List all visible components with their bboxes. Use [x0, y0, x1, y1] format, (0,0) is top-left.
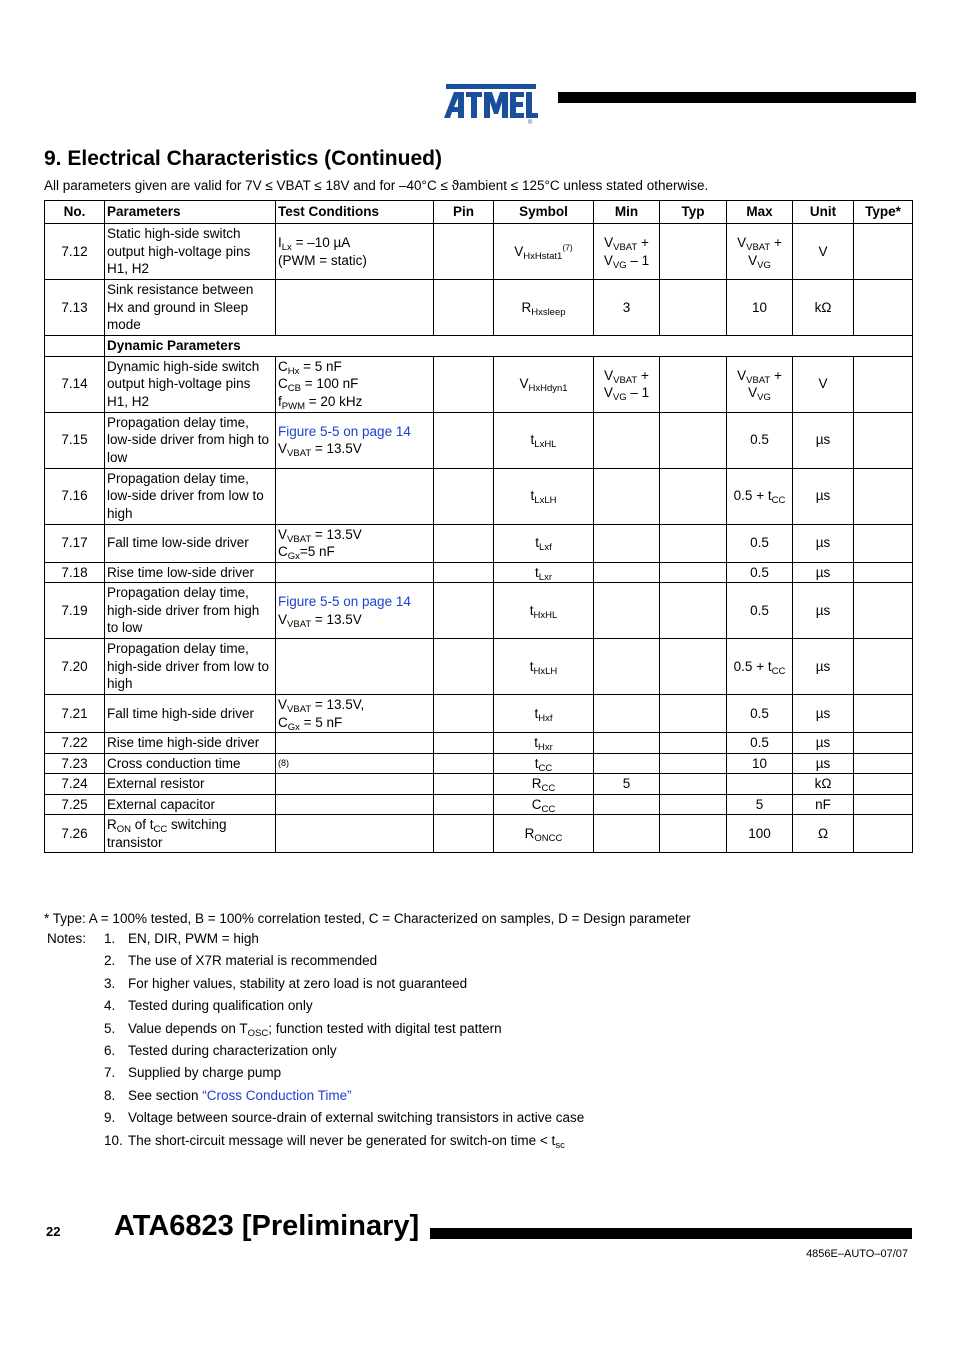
figure-link[interactable]: Figure 5-5 on page 14	[278, 594, 411, 609]
symbol: $t_{Lxf}$	[494, 524, 594, 562]
note-item: 8. See section “Cross Conduction Time”	[104, 1087, 352, 1103]
typ	[660, 356, 727, 412]
row-number: 7.16	[45, 468, 105, 524]
symbol: $t_{Lxr}$	[494, 562, 594, 583]
table-row	[45, 774, 913, 795]
test-conditions	[276, 794, 434, 815]
min	[594, 468, 660, 524]
type	[854, 356, 913, 412]
document-code: 4856E–AUTO–07/07	[806, 1248, 908, 1260]
symbol: $R_{ONCC}$	[494, 815, 594, 853]
pin	[434, 733, 494, 754]
test-conditions	[276, 774, 434, 795]
row-number: 7.19	[45, 583, 105, 639]
col-header: Max	[727, 201, 793, 224]
max: 0.5	[727, 412, 793, 468]
note-item: 1. EN, DIR, PWM = high	[104, 931, 259, 946]
test-conditions	[276, 280, 434, 336]
test-conditions: $V_{VBAT} = 13.5V$ $C_{Gx}=5$ nF	[276, 524, 434, 562]
test-conditions	[276, 562, 434, 583]
typ	[660, 583, 727, 639]
typ	[660, 412, 727, 468]
table-row	[45, 562, 913, 583]
unit: µs	[793, 753, 854, 774]
unit: µs	[793, 733, 854, 754]
min	[594, 562, 660, 583]
table-row	[45, 695, 913, 733]
parameter: Fall time low-side driver	[105, 524, 276, 562]
col-header: Min	[594, 201, 660, 224]
figure-link[interactable]: Figure 5-5 on page 14	[278, 423, 411, 439]
dynamic-parameters-heading: Dynamic Parameters	[105, 336, 913, 357]
row-number: 7.23	[45, 753, 105, 774]
symbol: $C_{CC}$	[494, 794, 594, 815]
type-footnote: * Type: A = 100% tested, B = 100% correlation tested, C = Characterized on samples, D = Design parameter	[44, 911, 691, 926]
section-title: 9. Electrical Characteristics (Continued)	[44, 147, 442, 170]
test-conditions	[276, 815, 434, 853]
typ	[660, 524, 727, 562]
symbol: $t_{Hxr}$	[494, 733, 594, 754]
pin	[434, 639, 494, 695]
max	[727, 774, 793, 795]
registered-mark: ®	[528, 120, 533, 124]
page-number: 22	[46, 1224, 61, 1239]
unit: µs	[793, 639, 854, 695]
note-item: 10. The short-circuit message will never be generated for switch-on time < $t_{sc}$	[104, 1132, 565, 1151]
symbol: $t_{HxHL}$	[494, 583, 594, 639]
row-number: 7.22	[45, 733, 105, 754]
type	[854, 639, 913, 695]
row-number: 7.13	[45, 280, 105, 336]
note-item: 5. Value depends on $T_{OSC}$; function tested with digital test pattern	[104, 1020, 502, 1039]
parameter: Propagation delay time, low-side driver from high to low	[105, 412, 276, 468]
pin	[434, 468, 494, 524]
table-row	[45, 733, 913, 754]
symbol: $R_{CC}$	[494, 774, 594, 795]
note-item: 2. The use of X7R material is recommended	[104, 953, 378, 969]
parameter: Propagation delay time, high-side driver from high to low	[105, 583, 276, 639]
pin	[434, 356, 494, 412]
symbol: $V_{HxHstat1}^{(7)}$	[494, 224, 594, 280]
table-row	[45, 468, 913, 524]
min: 3	[594, 280, 660, 336]
row-number: 7.26	[45, 815, 105, 853]
col-header: Pin	[434, 201, 494, 224]
col-header: Parameters	[105, 201, 276, 224]
table-row	[45, 356, 913, 412]
pin	[434, 753, 494, 774]
max: 0.5	[727, 562, 793, 583]
min	[594, 583, 660, 639]
max: 0.5	[727, 524, 793, 562]
parameter: Propagation delay time, high-side driver from low to high	[105, 639, 276, 695]
unit: nF	[793, 794, 854, 815]
unit: µs	[793, 695, 854, 733]
type	[854, 733, 913, 754]
pin	[434, 280, 494, 336]
max: 0.5	[727, 733, 793, 754]
col-header: Type*	[854, 201, 913, 224]
unit: µs	[793, 562, 854, 583]
col-header: Test Conditions	[276, 201, 434, 224]
notes-list	[104, 931, 584, 1155]
section-row	[45, 336, 913, 357]
note-item: 3. For higher values, stability at zero load is not guaranteed	[104, 975, 468, 991]
max: 0.5	[727, 583, 793, 639]
parameter: Cross conduction time	[105, 753, 276, 774]
notes-label: Notes:	[47, 931, 87, 946]
footer-rule	[430, 1228, 912, 1239]
cross-conduction-link[interactable]: “Cross Conduction Time”	[202, 1087, 352, 1103]
typ	[660, 815, 727, 853]
test-conditions: (8)	[276, 753, 434, 774]
table-row	[45, 639, 913, 695]
atmel-logo	[440, 74, 540, 124]
test-conditions	[276, 639, 434, 695]
type	[854, 815, 913, 853]
note-item: 6. Tested during characterization only	[104, 1042, 337, 1058]
header-rule	[558, 92, 916, 103]
unit: Ω	[793, 815, 854, 853]
type	[854, 412, 913, 468]
row-number: 7.24	[45, 774, 105, 795]
type	[854, 280, 913, 336]
parameter: Fall time high-side driver	[105, 695, 276, 733]
type	[854, 562, 913, 583]
pin	[434, 583, 494, 639]
table-row	[45, 583, 913, 639]
symbol: $t_{Hxf}$	[494, 695, 594, 733]
parameter: External capacitor	[105, 794, 276, 815]
test-conditions: $C_{Hx} = 5$ nF $C_{CB} = 100$ nF $f_{PWM} = 20$ kHz	[276, 356, 434, 412]
pin	[434, 815, 494, 853]
col-header: Symbol	[494, 201, 594, 224]
table-row	[45, 524, 913, 562]
parameter: $R_{ON}$ of $t_{CC}$ switching transistor	[105, 815, 276, 853]
pin	[434, 224, 494, 280]
pin	[434, 774, 494, 795]
row-number	[45, 336, 105, 357]
unit: µs	[793, 412, 854, 468]
typ	[660, 468, 727, 524]
min	[594, 695, 660, 733]
max: 10	[727, 280, 793, 336]
row-number: 7.20	[45, 639, 105, 695]
max: 10	[727, 753, 793, 774]
test-conditions	[276, 733, 434, 754]
row-number: 7.15	[45, 412, 105, 468]
min	[594, 815, 660, 853]
min: 5	[594, 774, 660, 795]
parameter: Sink resistance between Hx and ground in Sleep mode	[105, 280, 276, 336]
type	[854, 774, 913, 795]
test-conditions: Figure 5-5 on page 14 $V_{VBAT} = 13.5V$	[276, 583, 434, 639]
min	[594, 412, 660, 468]
row-number: 7.21	[45, 695, 105, 733]
note-item: 4. Tested during qualification only	[104, 998, 313, 1014]
min	[594, 524, 660, 562]
max: 0.5	[727, 695, 793, 733]
type	[854, 753, 913, 774]
row-number: 7.17	[45, 524, 105, 562]
typ	[660, 280, 727, 336]
min: $V_{VBAT}$ + $V_{VG} - 1$	[594, 356, 660, 412]
pin	[434, 695, 494, 733]
table-row	[45, 794, 913, 815]
pin	[434, 412, 494, 468]
parameter: Rise time high-side driver	[105, 733, 276, 754]
typ	[660, 562, 727, 583]
col-header: No.	[45, 201, 105, 224]
unit: kΩ	[793, 280, 854, 336]
symbol: $t_{LxLH}$	[494, 468, 594, 524]
max: $V_{VBAT}$ + $V_{VG}$	[727, 224, 793, 280]
min: $V_{VBAT}$ + $V_{VG} - 1$	[594, 224, 660, 280]
symbol: $t_{LxHL}$	[494, 412, 594, 468]
intro-text: All parameters given are valid for 7V ≤ VBAT ≤ 18V and for –40°C ≤ ϑambient ≤ 125°C unless stated otherwise.	[44, 178, 709, 193]
unit: µs	[793, 468, 854, 524]
table-row	[45, 753, 913, 774]
typ	[660, 774, 727, 795]
min	[594, 794, 660, 815]
test-conditions	[276, 468, 434, 524]
parameter: Static high-side switch output high-voltage pins H1, H2	[105, 224, 276, 280]
symbol: $t_{HxLH}$	[494, 639, 594, 695]
type	[854, 468, 913, 524]
typ	[660, 794, 727, 815]
pin	[434, 562, 494, 583]
unit: kΩ	[793, 774, 854, 795]
typ	[660, 639, 727, 695]
max: $V_{VBAT}$ + $V_{VG}$	[727, 356, 793, 412]
parameter: External resistor	[105, 774, 276, 795]
type	[854, 583, 913, 639]
min	[594, 639, 660, 695]
typ	[660, 224, 727, 280]
min	[594, 733, 660, 754]
typ	[660, 733, 727, 754]
max: $0.5 + t_{CC}$	[727, 468, 793, 524]
row-number: 7.25	[45, 794, 105, 815]
parameter: Propagation delay time, low-side driver from low to high	[105, 468, 276, 524]
min	[594, 753, 660, 774]
table-row	[45, 815, 913, 853]
symbol: $t_{CC}$	[494, 753, 594, 774]
table-row	[45, 224, 913, 280]
pin	[434, 794, 494, 815]
max: 5	[727, 794, 793, 815]
document-title: ATA6823 [Preliminary]	[114, 1210, 420, 1242]
row-number: 7.14	[45, 356, 105, 412]
parameter: Rise time low-side driver	[105, 562, 276, 583]
type	[854, 695, 913, 733]
test-conditions: Figure 5-5 on page 14 $V_{VBAT} = 13.5V$	[276, 412, 434, 468]
test-conditions: $I_{Lx} = -10$ µA (PWM = static)	[276, 224, 434, 280]
note-item: 7. Supplied by charge pump	[104, 1065, 282, 1081]
typ	[660, 695, 727, 733]
col-header: Unit	[793, 201, 854, 224]
type	[854, 524, 913, 562]
col-header: Typ	[660, 201, 727, 224]
row-number: 7.18	[45, 562, 105, 583]
parameter: Dynamic high-side switch output high-voltage pins H1, H2	[105, 356, 276, 412]
max: $0.5 + t_{CC}$	[727, 639, 793, 695]
pin	[434, 524, 494, 562]
note-item: 9. Voltage between source-drain of external switching transistors in active case	[104, 1110, 585, 1126]
unit: µs	[793, 524, 854, 562]
unit: V	[793, 356, 854, 412]
typ	[660, 753, 727, 774]
table-header-row	[45, 201, 913, 224]
electrical-characteristics-table	[44, 200, 913, 853]
unit: V	[793, 224, 854, 280]
row-number: 7.12	[45, 224, 105, 280]
type	[854, 794, 913, 815]
unit: µs	[793, 583, 854, 639]
symbol: $V_{HxHdyn1}$	[494, 356, 594, 412]
symbol: $R_{Hxsleep}$	[494, 280, 594, 336]
table-row	[45, 280, 913, 336]
table-row	[45, 412, 913, 468]
max: 100	[727, 815, 793, 853]
type	[854, 224, 913, 280]
test-conditions: $V_{VBAT} = 13.5V$, $C_{Gx} = 5$ nF	[276, 695, 434, 733]
